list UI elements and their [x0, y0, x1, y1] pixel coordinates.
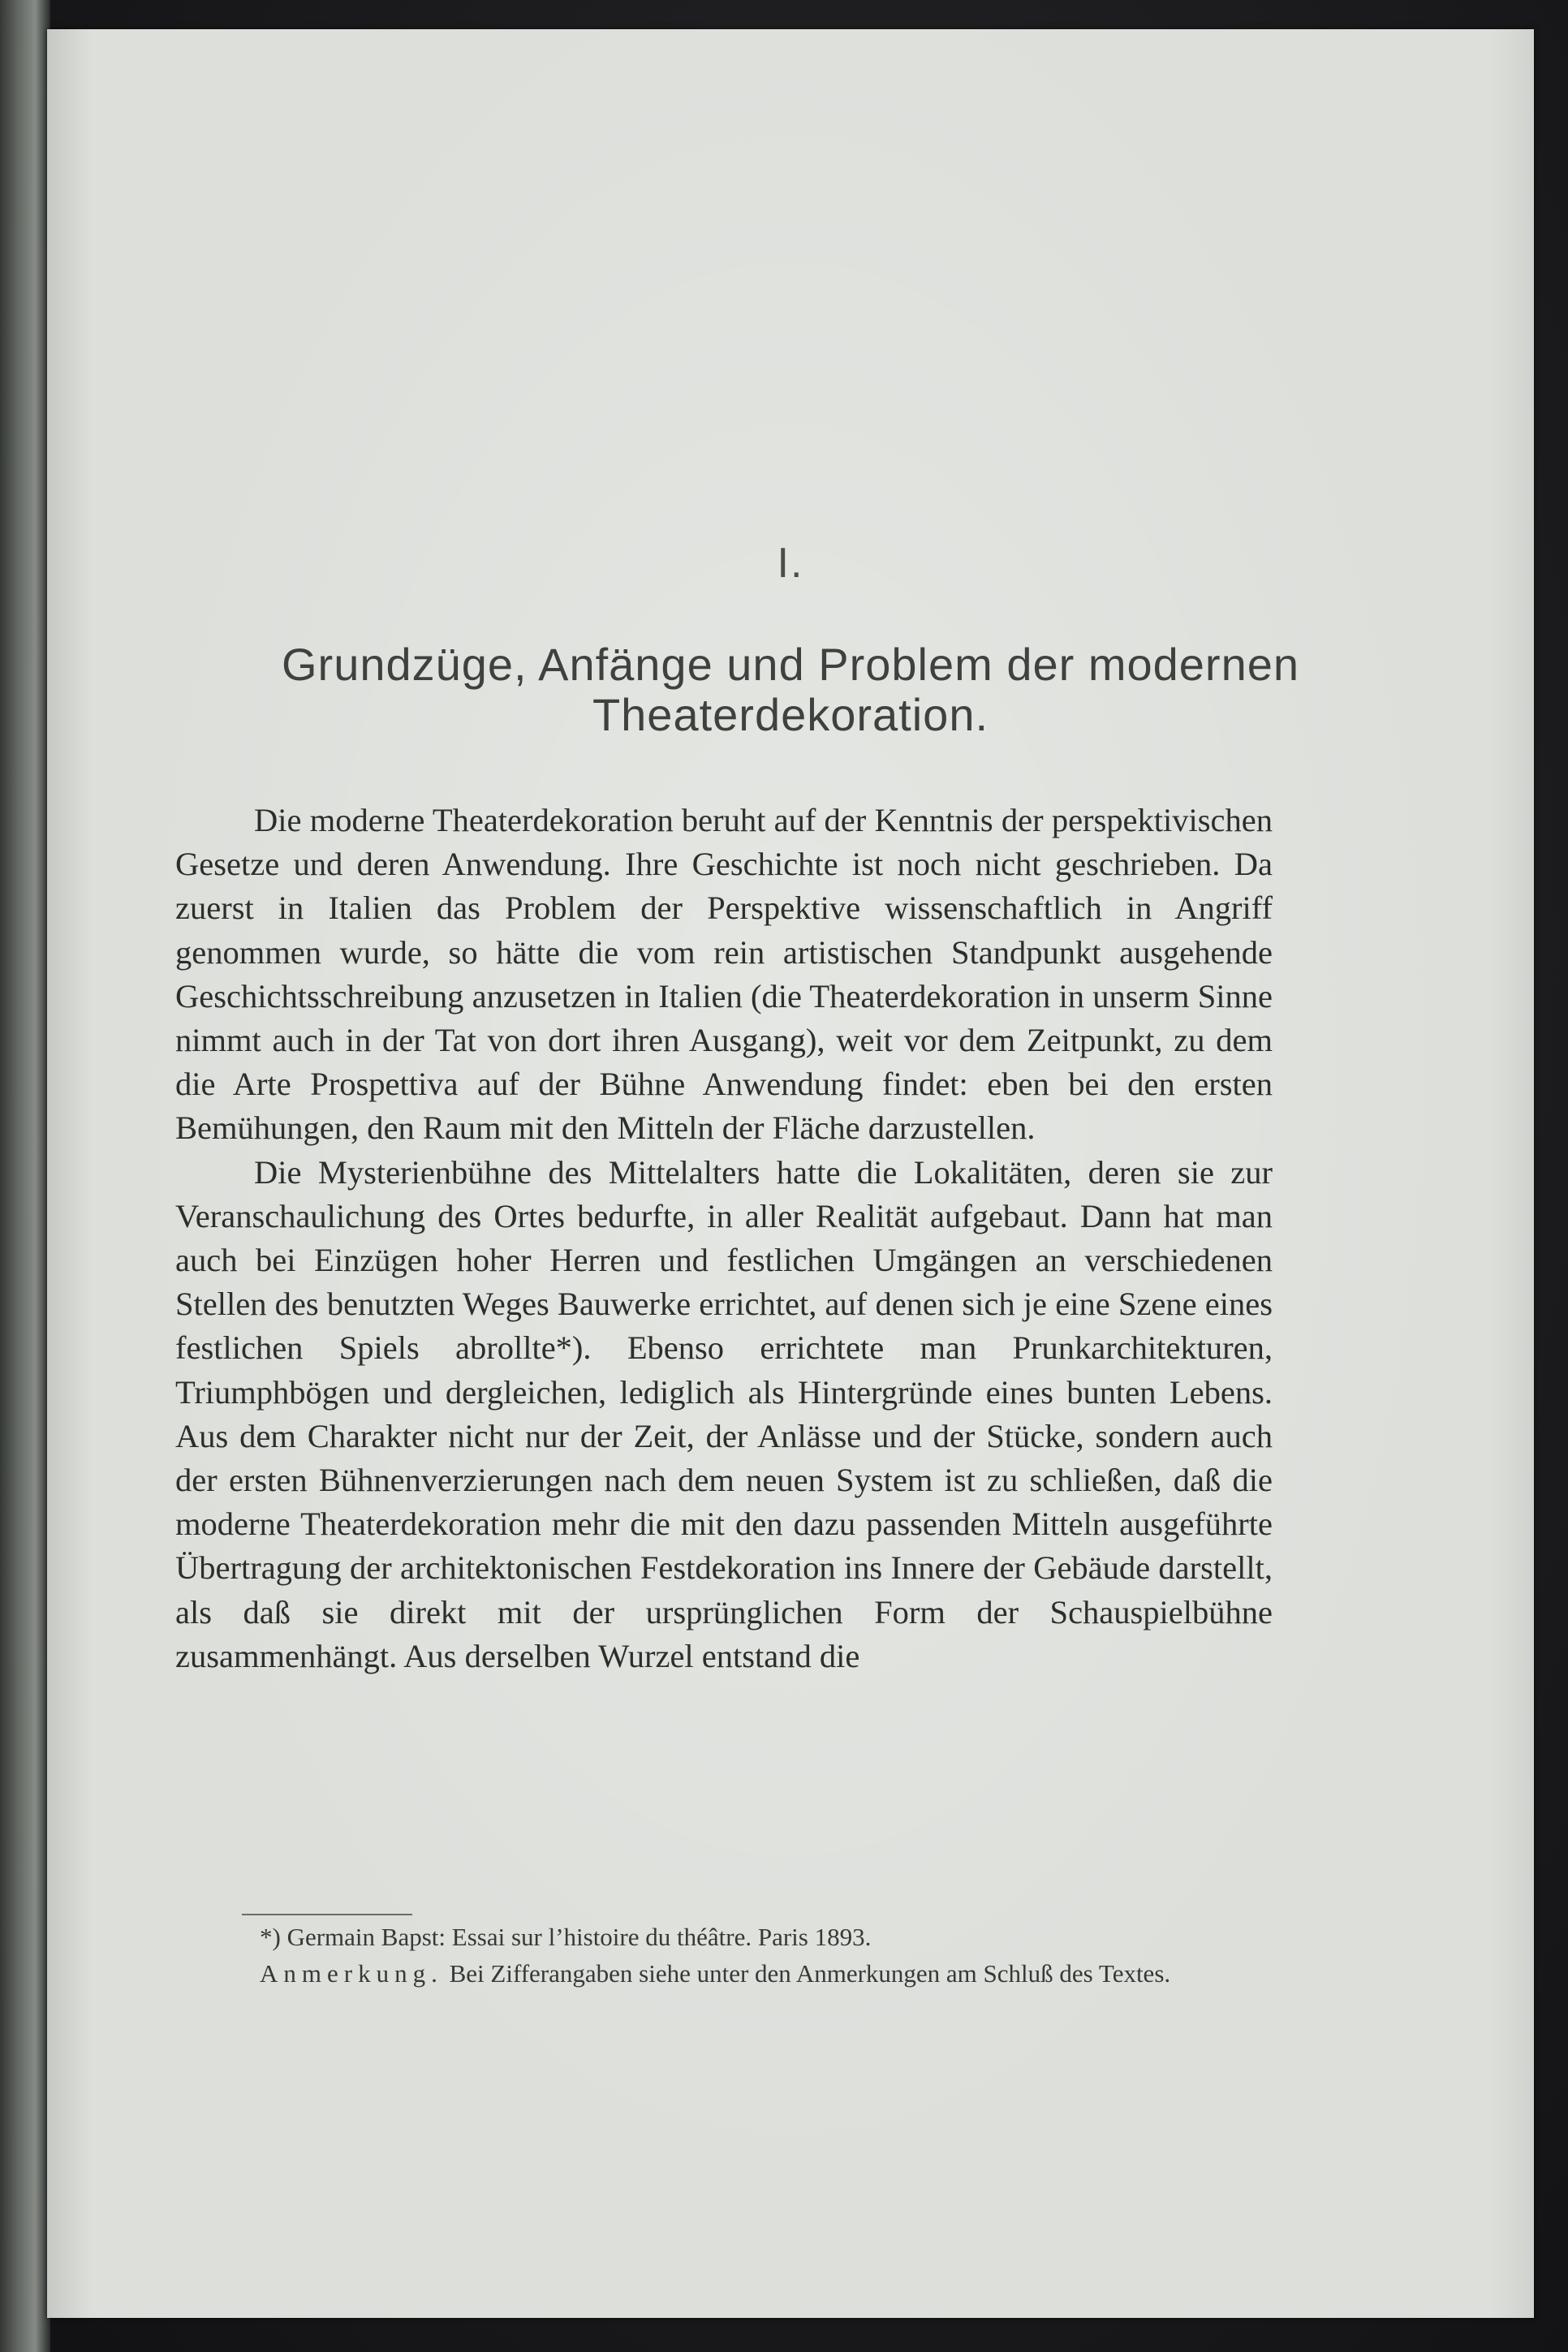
chapter-number: I.: [777, 540, 804, 587]
paragraph-1: Die moderne Theaterdekoration beruht auf der Kenntnis der perspektivischen Gesetze und deren Anwendung. Ihre Geschichte ist noch nicht geschrieben. Da zuerst in Italien das Problem der Perspektive wissenschaftlich in Angriff genommen wurde, so hätte die vom rein artistischen Standpunkt ausgehende Geschichtsschreibung anzusetzen in Italien (die Theaterdekoration in unserm Sinne nimmt auch in der Tat von dort ihren Ausgang), weit vor dem Zeitpunkt, zu dem die Arte Prospettiva auf der Bühne Anwendung findet: eben bei den ersten Bemühungen, den Raum mit den Mitteln der Fläche darzustellen.: [175, 802, 1273, 1147]
chapter-title: [96, 640, 1485, 740]
footnote-2-text: Bei Zifferangaben siehe unter den Anmerkungen am Schluß des Textes.: [449, 1959, 1171, 1988]
body-text: [175, 799, 1273, 1678]
footnote-1: *) Germain Bapst: Essai sur l’histoire du théâtre. Paris 1893.: [260, 1923, 872, 1951]
book-page: [47, 29, 1534, 2318]
chapter-title-line-2: Theaterdekoration.: [592, 689, 989, 740]
paragraph-2: Die Mysterienbühne des Mittelalters hatte die Lokalitäten, deren sie zur Veranschaulichung des Ortes bedurfte, in aller Realität aufgebaut. Dann hat man auch bei Einzügen hoher Herren und festlichen Umgängen an verschiedenen Stellen des benutzten Weges Bauwerke errichtet, auf denen sich je eine Szene eines festlichen Spiels abrollte*). Ebenso errichtete man Prunkarchitekturen, Triumphbögen und dergleichen, lediglich als Hintergründe eines bunten Lebens. Aus dem Charakter nicht nur der Zeit, der Anlässe und der Stücke, sondern auch der ersten Bühnenverzierungen nach dem neuen System ist zu schließen, daß die moderne Theaterdekoration mehr die mit den dazu passenden Mitteln ausgeführte Übertragung der architektonischen Festdekoration ins Innere der Gebäude darstellt, als daß sie direkt mit der ursprünglichen Form der Schauspielbühne zusammenhängt. Aus derselben Wurzel entstand die: [175, 1153, 1273, 1674]
previous-page-edge: [0, 0, 50, 2352]
footnote-2-label: Anmerkung.: [260, 1959, 443, 1988]
footnotes: [192, 1919, 1277, 1992]
chapter-title-line-1: Grundzüge, Anfänge und Problem der modernen: [281, 639, 1300, 690]
footnote-divider: [242, 1914, 412, 1915]
footnote-2: [192, 1955, 1277, 1992]
